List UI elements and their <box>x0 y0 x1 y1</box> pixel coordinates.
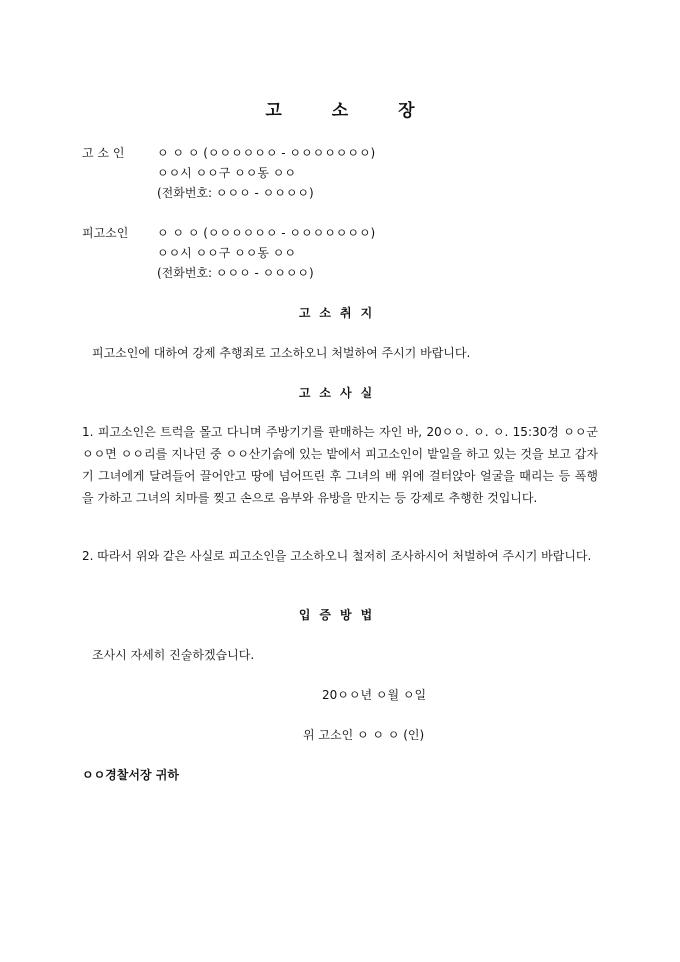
fact-paragraph-2: 2. 따라서 위와 같은 사실로 피고소인을 고소하오니 철저히 조사하시어 처벌하여 주시기 바랍니다. <box>82 549 592 563</box>
complainant-name-id: ㅇ ㅇ ㅇ (ㅇㅇㅇㅇㅇㅇ - ㅇㅇㅇㅇㅇㅇㅇ) <box>157 146 376 160</box>
title-char: 장 <box>398 101 415 121</box>
title-char: 고 <box>265 101 282 121</box>
accused-phone: (전화번호: ㅇㅇㅇ - ㅇㅇㅇㅇ) <box>157 266 314 280</box>
document-title <box>0 96 680 121</box>
fact-paragraph-1: 1. 피고소인은 트럭을 몰고 다니며 주방기기를 판매하는 자인 바, 20ㅇㅇ. ㅇ. ㅇ. 15:30경 ㅇㅇ군 ㅇㅇ면 ㅇㅇ리를 지나던 중 ㅇㅇ산기슭에 있는 밭에서 피고소인이 밭일을 하고 있는 것을 보고 갑자기 그녀에게 달려들어 끌어안고 땅에 넘어뜨린 후 그녀의 배 위에 걸터앉아 얼굴을 때리는 등 폭행을 가하고 그녀의 치마를 찢고 손으로 음부와 유방을 만지는 등 강제로 추행한 것입니다. <box>82 425 598 505</box>
title-char: 소 <box>331 101 349 121</box>
purpose-heading: 고소취지 <box>298 306 382 320</box>
accused-name-id: ㅇ ㅇ ㅇ (ㅇㅇㅇㅇㅇㅇ - ㅇㅇㅇㅇㅇㅇㅇ) <box>157 226 376 240</box>
signature-line: 위 고소인 ㅇ ㅇ ㅇ (인) <box>303 728 425 742</box>
facts-heading: 고소사실 <box>298 386 382 400</box>
evidence-text: 조사시 자세히 진술하겠습니다. <box>92 648 255 662</box>
document-date: 20ㅇㅇ년 ㅇ월 ㅇ일 <box>322 688 427 702</box>
purpose-text: 피고소인에 대하여 강제 추행죄로 고소하오니 처벌하여 주시기 바랍니다. <box>92 346 471 360</box>
evidence-heading: 입증방법 <box>298 608 382 622</box>
addressee: ㅇㅇ경찰서장 귀하 <box>82 768 179 782</box>
accused-address: ㅇㅇ시 ㅇㅇ구 ㅇㅇ동 ㅇㅇ <box>157 246 296 260</box>
accused-label: 피고소인 <box>82 226 129 240</box>
complainant-phone: (전화번호: ㅇㅇㅇ - ㅇㅇㅇㅇ) <box>157 186 314 200</box>
complainant-label: 고 소 인 <box>82 146 125 160</box>
complainant-address: ㅇㅇ시 ㅇㅇ구 ㅇㅇ동 ㅇㅇ <box>157 166 296 180</box>
